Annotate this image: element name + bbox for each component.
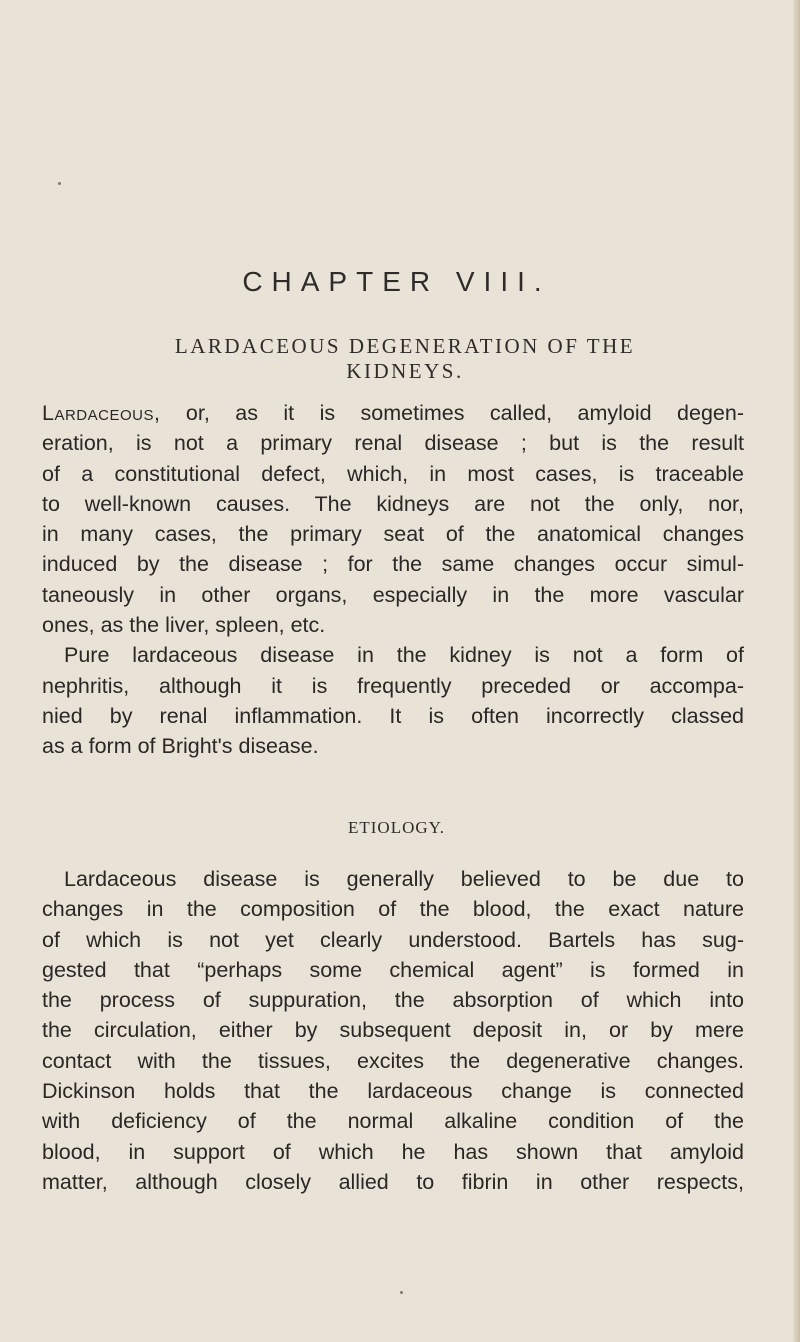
text-line: with deficiency of the normal alkaline condition of the [42, 1109, 744, 1134]
text-line: blood, in support of which he has shown that amyloid [42, 1139, 744, 1164]
text-line: of a constitutional defect, which, in most cases, is traceable [42, 461, 744, 486]
text-line: changes in the composition of the blood, the exact nature [42, 897, 744, 922]
text-line: as a form of Bright's disease. [42, 734, 319, 759]
text-line: Lardaceous, or, as it is sometimes called, amyloid degen- [42, 401, 744, 425]
section-title-line: KIDNEYS. [346, 359, 464, 383]
text-line: the process of suppuration, the absorption of which into [42, 988, 744, 1013]
page-edge-shadow [793, 0, 800, 1342]
text-line: eration, is not a primary renal disease ; but is the result [42, 431, 744, 456]
section-title-line: LARDACEOUS DEGENERATION OF THE [174, 334, 636, 358]
chapter-title: CHAPTER VIII. [242, 266, 551, 297]
text-line: to well-known causes. The kidneys are not the only, nor, [42, 491, 744, 516]
lead-word: Lardaceous, [42, 401, 161, 425]
intro-text [42, 398, 744, 762]
print-speck [58, 182, 61, 185]
text-line: contact with the tissues, excites the degenerative changes. [42, 1048, 744, 1073]
text-line: gested that “perhaps some chemical agent” is formed in [42, 957, 744, 982]
text-line: of which is not yet clearly understood. Bartels has sug- [42, 927, 744, 952]
text-line: taneously in other organs, especially in the more vascular [42, 582, 744, 607]
print-speck [400, 1291, 403, 1294]
text-line: nephritis, although it is frequently preceded or accompa- [42, 673, 744, 698]
etiology-text [42, 864, 744, 1197]
text-line: matter, although closely allied to fibrin in other respects, [42, 1169, 744, 1194]
text-line: induced by the disease ; for the same changes occur simul- [42, 552, 744, 577]
text-line: in many cases, the primary seat of the anatomical changes [42, 522, 744, 547]
text-line: ones, as the liver, spleen, etc. [42, 613, 326, 638]
text-line: Pure lardaceous disease in the kidney is not a form of [64, 643, 744, 668]
section-title [80, 334, 730, 384]
text-line: nied by renal inflammation. It is often incorrectly classed [42, 703, 744, 728]
text-line: Lardaceous disease is generally believed to be due to [64, 867, 744, 891]
etiology-heading: ETIOLOGY. [348, 818, 445, 837]
text-line: the circulation, either by subsequent deposit in, or by mere [42, 1018, 744, 1043]
text-line: Dickinson holds that the lardaceous change is connected [42, 1079, 744, 1104]
